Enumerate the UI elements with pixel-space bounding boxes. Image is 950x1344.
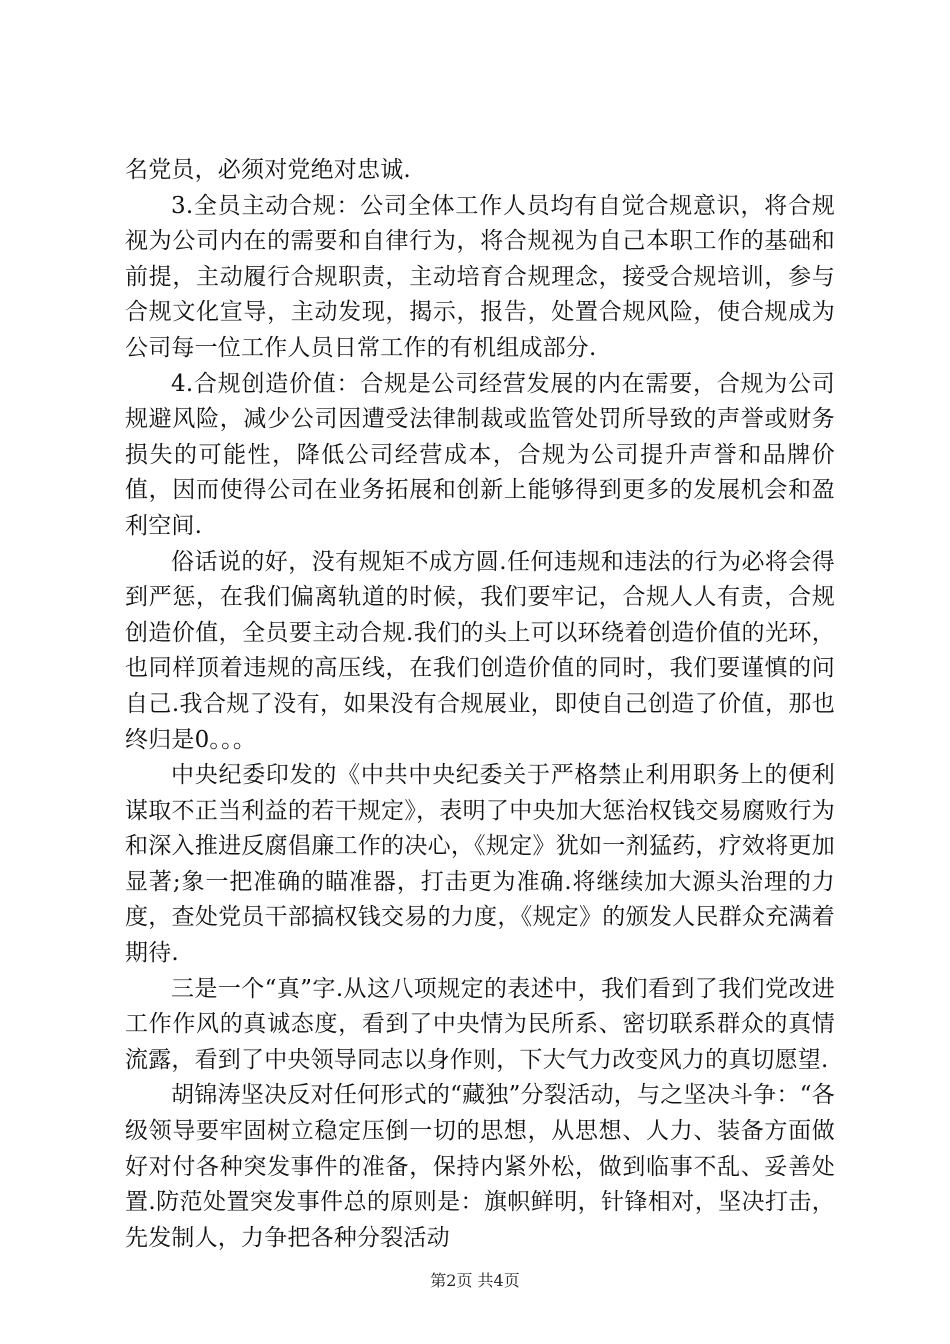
paragraph-2: 3.全员主动合规：公司全体工作人员均有自觉合规意识，将合规视为公司内在的需要和自律行为，将合规视为自己本职工作的基础和前提，主动履行合规职责，主动培育合规理念，接受合规培训，参与合规文化宣导，主动发现，揭示，报告，处置合规风险，使合规成为公司每一位工作人员日常工作的有机组成部分.	[125, 192, 835, 361]
paragraph-3: 4.合规创造价值：合规是公司经营发展的内在需要，合规为公司规避风险，减少公司因遭受法律制裁或监管处罚所导致的声誉或财务损失的可能性，降低公司经营成本，合规为公司提升声誉和品牌价值，因而使得公司在业务拓展和创新上能够得到更多的发展机会和盈利空间.	[125, 370, 835, 539]
paragraph-6: 三是一个“真”字.从这八项规定的表述中，我们看到了我们党改进工作作风的真诚态度，看到了中央情为民所系、密切联系群众的真情流露，看到了中央领导同志以身作则，下大气力改变风力的真切愿望.	[125, 975, 835, 1073]
paragraph-5: 中央纪委印发的《中共中央纪委关于严格禁止利用职务上的便利谋取不正当利益的若干规定》，表明了中央加大惩治权钱交易腐败行为和深入推进反腐倡廉工作的决心，《规定》犹如一剂猛药，疗效将更加显著;象一把准确的瞄准器，打击更为准确.将继续加大源头治理的力度，查处党员干部搞权钱交易的力度，《规定》的颁发人民群众充满着期待.	[125, 762, 835, 967]
document-body	[125, 153, 835, 1256]
paragraph-7: 胡锦涛坚决反对任何形式的“藏独”分裂活动，与之坚决斗争：“各级领导要牢固树立稳定压倒一切的思想，从思想、人力、装备方面做好对付各种突发事件的准备，保持内紧外松，做到临事不乱、妥善处置.防范处置突发事件总的原则是：旗帜鲜明，针锋相对，坚决打击，先发制人，力争把各种分裂活动	[125, 1082, 835, 1251]
paragraph-1: 名党员，必须对党绝对忠诚.	[125, 157, 411, 183]
paragraph-4: 俗话说的好，没有规矩不成方圆.任何违规和违法的行为必将会得到严惩，在我们偏离轨道的时候，我们要牢记，合规人人有责，合规创造价值，全员要主动合规.我们的头上可以环绕着创造价值的光环，也同样顶着违规的高压线，在我们创造价值的同时，我们要谨慎的问自己.我合规了没有，如果没有合规展业，即使自己创造了价值，那也终归是0。。。	[125, 548, 835, 753]
page-footer: 第2页 共4页	[430, 1271, 520, 1290]
